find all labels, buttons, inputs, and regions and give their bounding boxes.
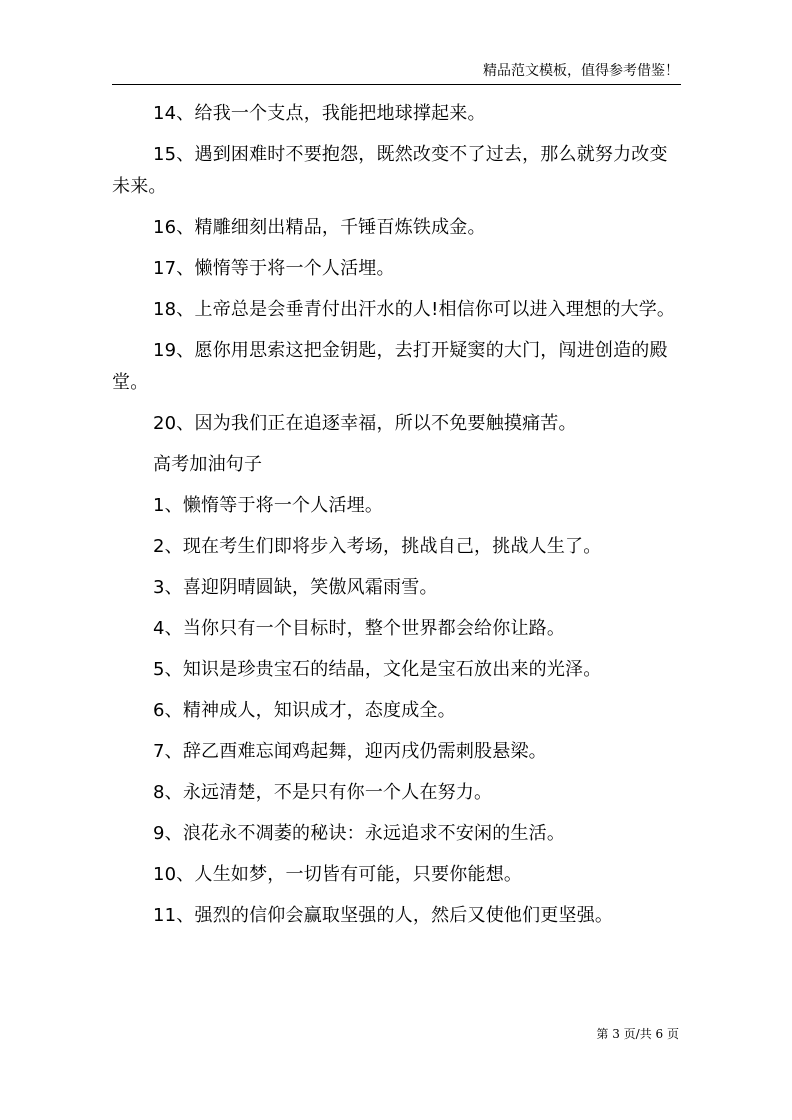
section-heading: 高考加油句子 xyxy=(153,454,263,475)
paragraph-4: 4、当你只有一个目标时，整个世界都会给你让路。 xyxy=(153,618,566,639)
document-body xyxy=(112,98,682,941)
paragraph-3: 3、喜迎阴晴圆缺，笑傲风霜雨雪。 xyxy=(153,577,438,598)
paragraph-6: 6、精神成人，知识成才，态度成全。 xyxy=(153,700,456,721)
paragraph-9: 9、浪花永不凋萎的秘诀：永远追求不安闲的生活。 xyxy=(153,823,566,844)
header-divider xyxy=(112,84,681,85)
page-header: 精品范文模板，值得参考借鉴！ xyxy=(483,63,679,79)
paragraph-8: 8、永远清楚，不是只有你一个人在努力。 xyxy=(153,782,493,803)
paragraph-7: 7、辞乙酉难忘闻鸡起舞，迎丙戌仍需刺股悬梁。 xyxy=(153,741,547,762)
paragraph-20: 20、因为我们正在追逐幸福，所以不免要触摸痛苦。 xyxy=(153,413,577,434)
paragraph-14: 14、给我一个支点，我能把地球撑起来。 xyxy=(153,103,486,124)
paragraph-19: 19、愿你用思索这把金钥匙，去打开疑窦的大门，闯进创造的殿堂。 xyxy=(112,340,668,393)
page-number: 第 3 页/共 6 页 xyxy=(596,1027,679,1041)
paragraph-2: 2、现在考生们即将步入考场，挑战自己，挑战人生了。 xyxy=(153,536,602,557)
paragraph-11: 11、强烈的信仰会赢取坚强的人，然后又使他们更坚强。 xyxy=(153,905,614,926)
paragraph-1: 1、懒惰等于将一个人活埋。 xyxy=(153,495,384,516)
paragraph-18: 18、上帝总是会垂青付出汗水的人!相信你可以进入理想的大学。 xyxy=(153,299,676,320)
paragraph-15: 15、遇到困难时不要抱怨，既然改变不了过去，那么就努力改变未来。 xyxy=(112,144,668,197)
paragraph-5: 5、知识是珍贵宝石的结晶，文化是宝石放出来的光泽。 xyxy=(153,659,602,680)
paragraph-17: 17、懒惰等于将一个人活埋。 xyxy=(153,258,395,279)
paragraph-10: 10、人生如梦，一切皆有可能，只要你能想。 xyxy=(153,864,523,885)
paragraph-16: 16、精雕细刻出精品，千锤百炼铁成金。 xyxy=(153,217,486,238)
